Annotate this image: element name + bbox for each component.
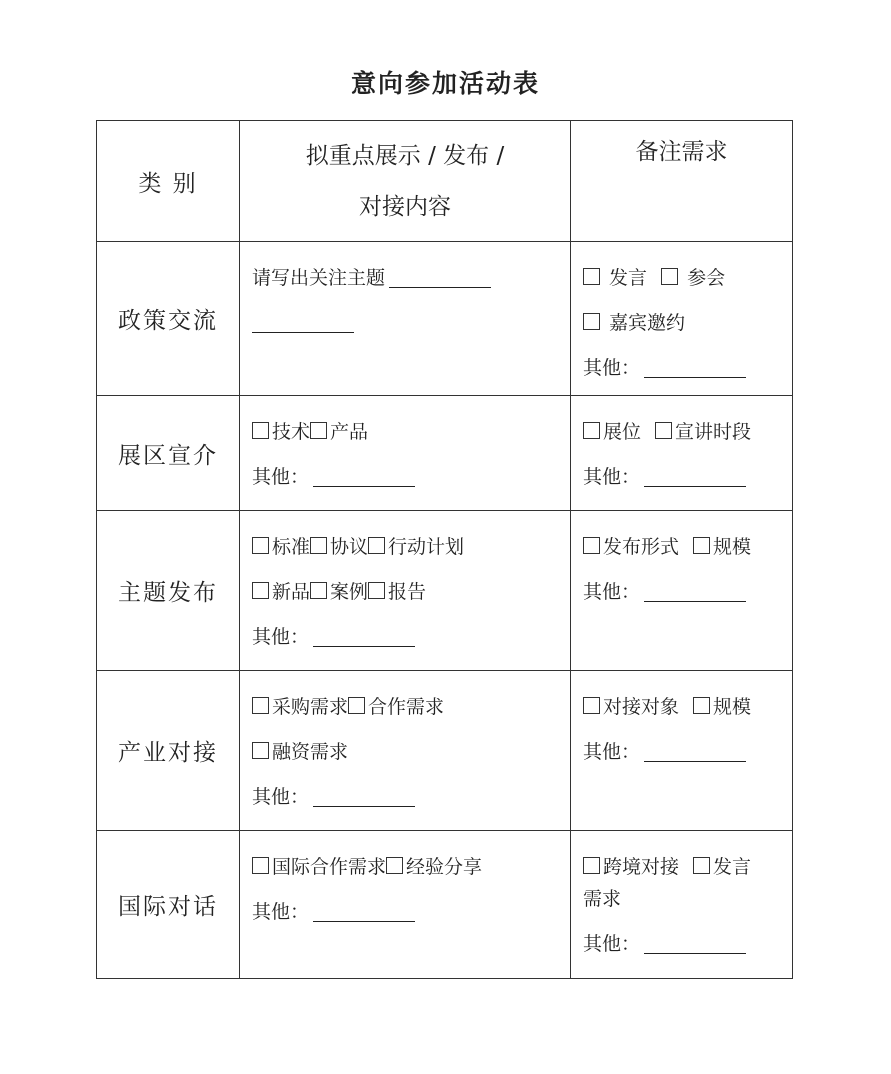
content-cell <box>240 242 571 396</box>
option-label: 规模 <box>713 536 752 558</box>
other-field[interactable] <box>313 899 415 922</box>
option-label: 产品 <box>330 421 369 443</box>
option-label: 采购需求 <box>272 696 349 718</box>
checkbox[interactable] <box>386 857 403 874</box>
checkbox[interactable] <box>655 422 672 439</box>
other-label: 其他： <box>252 901 310 923</box>
option-label: 报告 <box>388 581 427 603</box>
option-label: 国际合作需求 <box>272 856 387 878</box>
option-label: 跨境对接 <box>603 856 680 878</box>
option-label: 新品 <box>272 581 311 603</box>
option-label: 协议 <box>330 536 369 558</box>
checkbox[interactable] <box>252 422 269 439</box>
option-label-wrap: 需求 <box>583 888 622 910</box>
other-field[interactable] <box>644 464 746 487</box>
option-label: 经验分享 <box>406 856 483 878</box>
checkbox[interactable] <box>310 422 327 439</box>
checkbox[interactable] <box>348 697 365 714</box>
header-notes: 备注需求 <box>571 121 793 242</box>
topic-field[interactable] <box>389 265 491 288</box>
checkbox[interactable] <box>583 422 600 439</box>
content-cell <box>240 671 571 831</box>
other-label: 其他： <box>583 741 641 763</box>
notes-cell <box>571 396 793 511</box>
option-label: 技术 <box>272 421 311 443</box>
option-label: 标准 <box>272 536 311 558</box>
option-label: 对接对象 <box>603 696 680 718</box>
table-row <box>97 396 793 511</box>
activity-form-table <box>96 120 793 979</box>
option-label: 发言 <box>713 856 752 878</box>
checkbox[interactable] <box>252 742 269 759</box>
option-label: 合作需求 <box>368 696 445 718</box>
other-field[interactable] <box>313 624 415 647</box>
other-field[interactable] <box>313 784 415 807</box>
notes-cell <box>571 831 793 979</box>
other-label: 其他： <box>252 626 310 648</box>
other-label: 其他： <box>583 357 641 379</box>
option-label: 融资需求 <box>272 741 349 763</box>
option-label: 参会 <box>687 267 726 289</box>
checkbox[interactable] <box>583 313 600 330</box>
table-row <box>97 671 793 831</box>
category-cell: 主题发布 <box>97 511 240 671</box>
option-label: 嘉宾邀约 <box>609 312 686 334</box>
checkbox[interactable] <box>252 537 269 554</box>
option-label: 行动计划 <box>388 536 465 558</box>
option-label: 展位 <box>603 421 642 443</box>
notes-cell <box>571 242 793 396</box>
option-label: 宣讲时段 <box>675 421 752 443</box>
checkbox[interactable] <box>310 537 327 554</box>
content-cell <box>240 511 571 671</box>
table-row <box>97 242 793 396</box>
option-label: 发言 <box>609 267 648 289</box>
topic-prompt: 请写出关注主题 <box>252 267 386 289</box>
option-label: 发布形式 <box>603 536 680 558</box>
other-label: 其他： <box>252 466 310 488</box>
header-row <box>97 121 793 242</box>
checkbox[interactable] <box>583 697 600 714</box>
other-label: 其他： <box>583 466 641 488</box>
checkbox[interactable] <box>252 697 269 714</box>
header-content <box>240 121 571 242</box>
notes-cell <box>571 671 793 831</box>
other-field[interactable] <box>644 579 746 602</box>
other-field[interactable] <box>313 464 415 487</box>
other-field[interactable] <box>644 931 746 954</box>
checkbox[interactable] <box>583 537 600 554</box>
table-row <box>97 511 793 671</box>
checkbox[interactable] <box>661 268 678 285</box>
other-label: 其他： <box>583 933 641 955</box>
content-cell <box>240 831 571 979</box>
checkbox[interactable] <box>368 537 385 554</box>
checkbox[interactable] <box>693 537 710 554</box>
table-row <box>97 831 793 979</box>
header-content-line2: 对接内容 <box>359 194 451 220</box>
checkbox[interactable] <box>583 268 600 285</box>
other-label: 其他： <box>583 581 641 603</box>
page-title: 意向参加活动表 <box>350 69 540 98</box>
category-cell: 展区宣介 <box>97 396 240 511</box>
content-cell <box>240 396 571 511</box>
checkbox[interactable] <box>252 582 269 599</box>
other-field[interactable] <box>644 355 746 378</box>
checkbox[interactable] <box>693 857 710 874</box>
notes-cell <box>571 511 793 671</box>
checkbox[interactable] <box>252 857 269 874</box>
topic-field-2[interactable] <box>252 310 354 333</box>
category-cell: 产业对接 <box>97 671 240 831</box>
checkbox[interactable] <box>310 582 327 599</box>
checkbox[interactable] <box>583 857 600 874</box>
other-field[interactable] <box>644 739 746 762</box>
category-cell: 政策交流 <box>97 242 240 396</box>
category-cell: 国际对话 <box>97 831 240 979</box>
checkbox[interactable] <box>368 582 385 599</box>
option-label: 规模 <box>713 696 752 718</box>
checkbox[interactable] <box>693 697 710 714</box>
option-label: 案例 <box>330 581 369 603</box>
header-content-line1: 拟重点展示 / 发布 / <box>305 143 505 169</box>
header-category: 类 别 <box>97 121 240 242</box>
other-label: 其他： <box>252 786 310 808</box>
